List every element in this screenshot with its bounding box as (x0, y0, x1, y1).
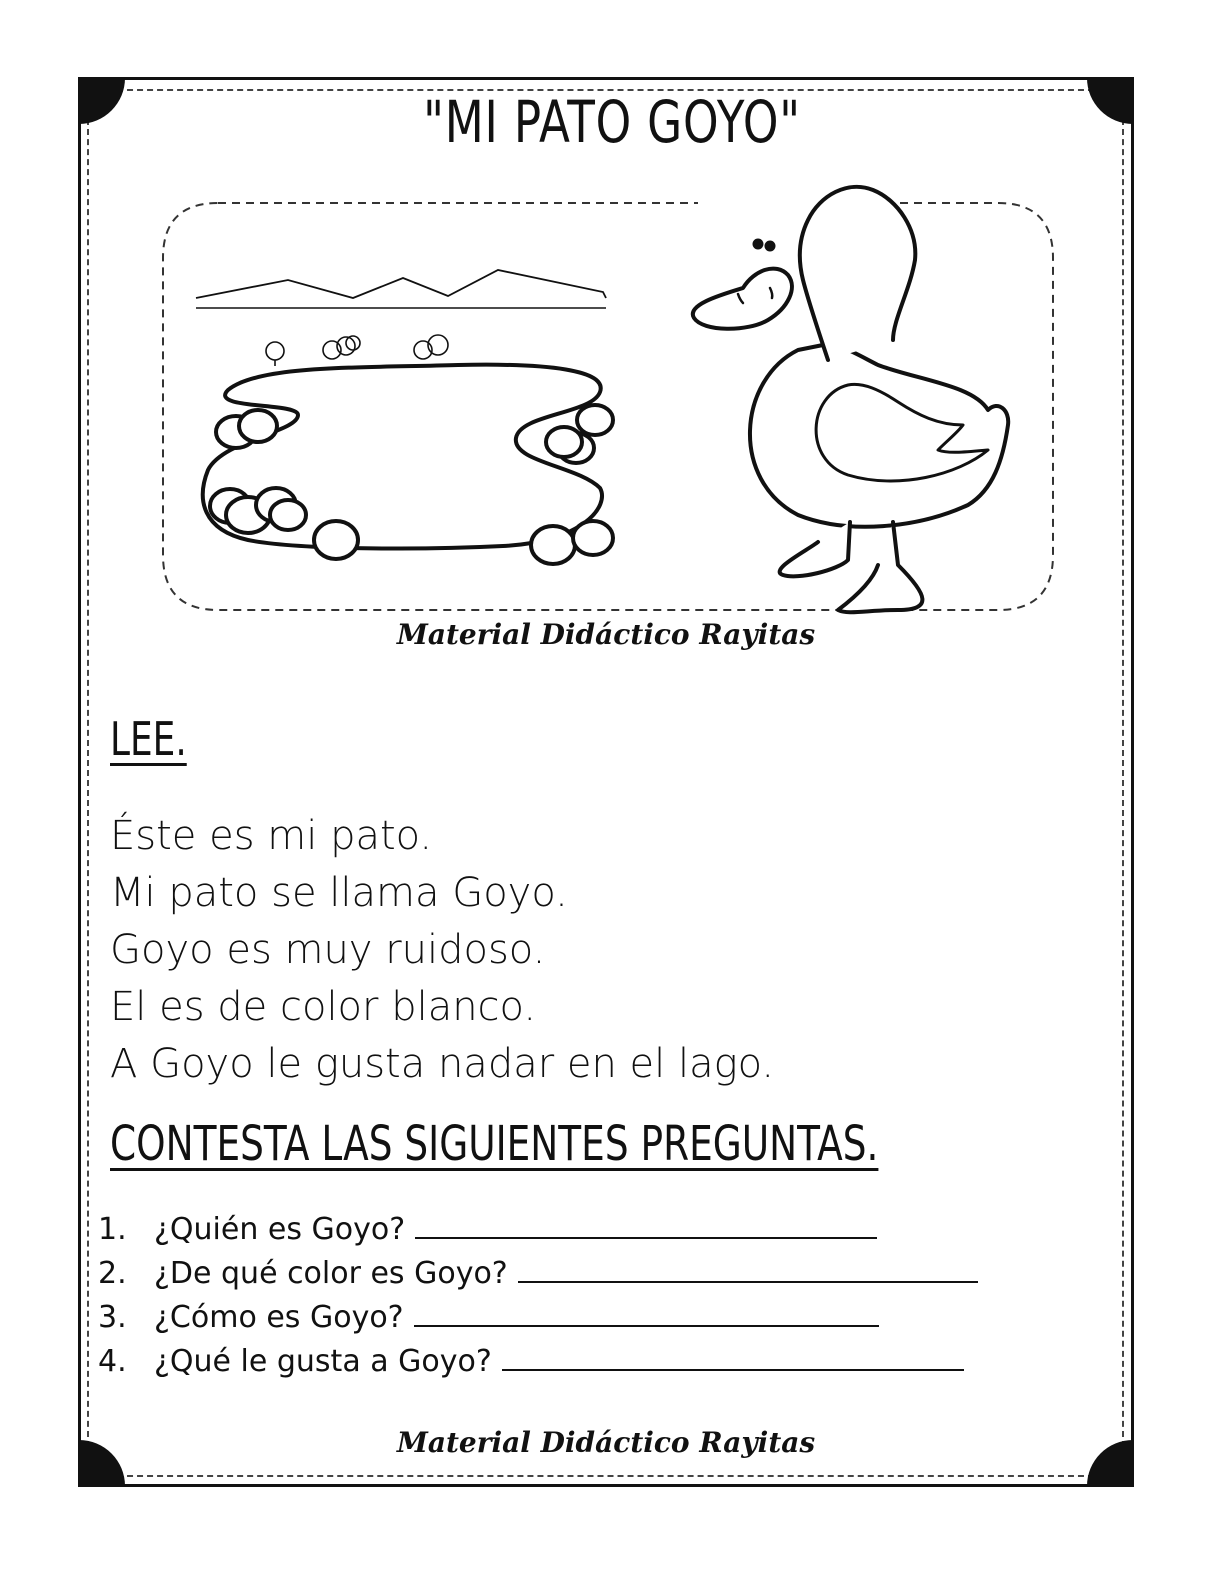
question-item (98, 1340, 978, 1384)
questions-heading: CONTESTA LAS SIGUIENTES PREGUNTAS. (110, 1116, 879, 1172)
answer-line[interactable] (502, 1368, 964, 1371)
question-text: ¿Cómo es Goyo? (154, 1300, 404, 1335)
question-number: 1. (98, 1212, 127, 1247)
brand-watermark: Material Didáctico Rayitas (396, 618, 816, 651)
question-number: 4. (98, 1344, 127, 1379)
question-item (98, 1296, 978, 1340)
answer-line[interactable] (414, 1324, 879, 1327)
story-line: El es de color blanco. (110, 984, 537, 1030)
story-text (110, 808, 774, 1093)
illustration (158, 170, 1058, 630)
question-item (98, 1208, 978, 1252)
story-line: Mi pato se llama Goyo. (110, 870, 568, 916)
question-number: 3. (98, 1300, 127, 1335)
answer-line[interactable] (518, 1280, 978, 1283)
duck-illustration (693, 187, 1008, 612)
story-line: Éste es mi pato. (110, 813, 433, 859)
lake-landscape-illustration (196, 270, 613, 564)
read-heading: LEE. (110, 712, 187, 766)
story-line: Goyo es muy ruidoso. (110, 927, 546, 973)
question-text: ¿De qué color es Goyo? (154, 1256, 508, 1291)
question-list (98, 1208, 978, 1384)
answer-line[interactable] (415, 1236, 877, 1239)
page-title: "MI PATO GOYO" (423, 88, 801, 156)
story-line: A Goyo le gusta nadar en el lago. (110, 1041, 775, 1087)
question-text: ¿Qué le gusta a Goyo? (154, 1344, 492, 1379)
question-item (98, 1252, 978, 1296)
brand-watermark: Material Didáctico Rayitas (396, 1426, 816, 1459)
question-number: 2. (98, 1256, 127, 1291)
question-text: ¿Quién es Goyo? (154, 1212, 406, 1247)
